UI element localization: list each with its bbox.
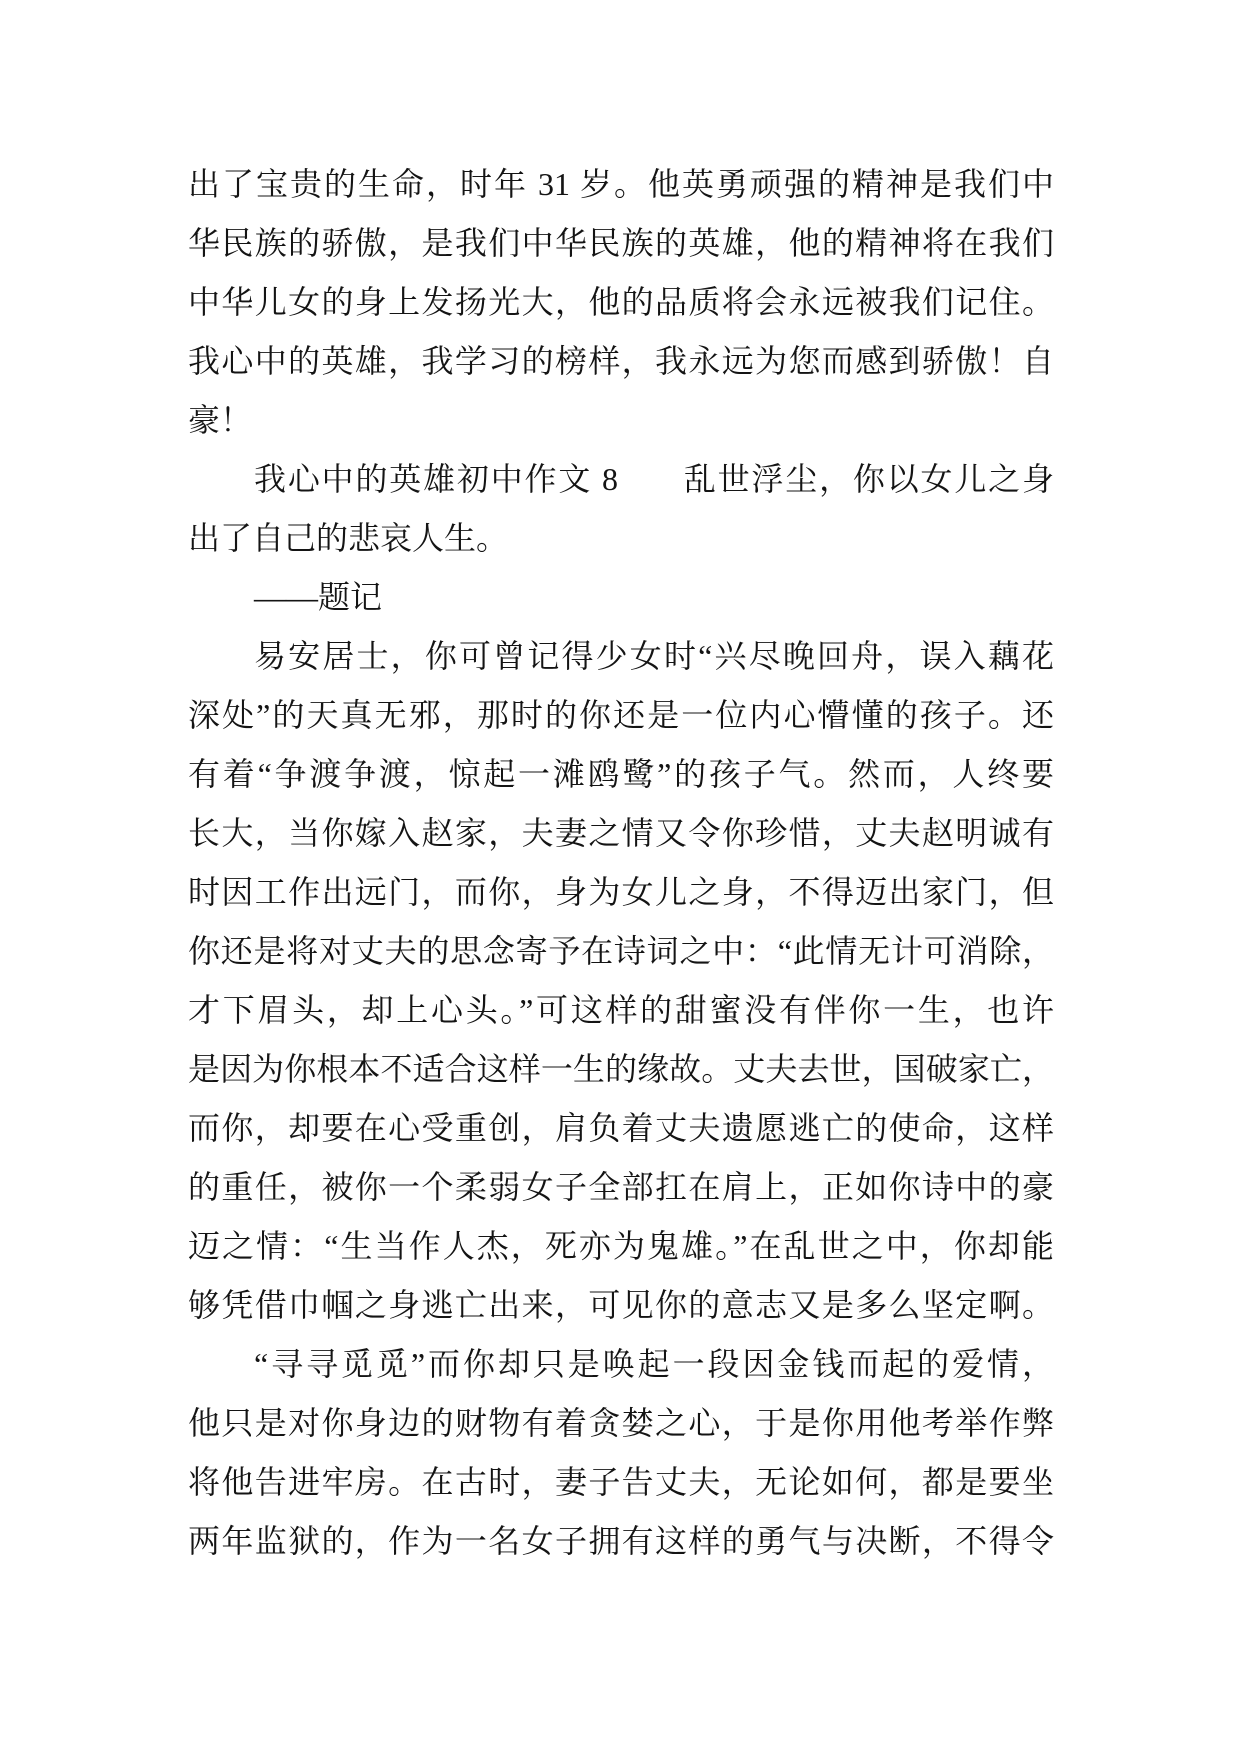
- paragraph: [188, 1335, 1054, 1571]
- text-line: 有着“争渡争渡，惊起一滩鸥鹭”的孩子气。然而，人终要: [188, 756, 1054, 792]
- text-line: 他只是对你身边的财物有着贪婪之心，于是你用他考举作弊: [188, 1405, 1054, 1441]
- text-line: 的重任，被你一个柔弱女子全部扛在肩上，正如你诗中的豪: [188, 1169, 1054, 1205]
- text-line: 豪！: [188, 402, 253, 438]
- text-line: 两年监狱的，作为一名女子拥有这样的勇气与决断，不得令: [188, 1523, 1054, 1559]
- text-line: 而你，却要在心受重创，肩负着丈夫遗愿逃亡的使命，这样: [188, 1110, 1054, 1146]
- epigraph-line: 出了自己的悲哀人生。: [188, 520, 509, 556]
- text-line: 中华儿女的身上发扬光大，他的品质将会永远被我们记住。: [188, 284, 1054, 320]
- text-line: 易安居士，你可曾记得少女时“兴尽晚回舟，误入藕花: [254, 638, 1054, 674]
- text-line: 迈之情：“生当作人杰，死亦为鬼雄。”在乱世之中，你却能: [188, 1228, 1054, 1264]
- essay-title-paragraph: [188, 450, 1054, 568]
- essay-title: 我心中的英雄初中作文 8: [254, 461, 618, 497]
- text-line: 你还是将对丈夫的思念寄予在诗词之中：“此情无计可消除，: [188, 933, 1054, 969]
- text-line: 时因工作出远门，而你，身为女儿之身，不得迈出家门，但: [188, 874, 1054, 910]
- text-line: 够凭借巾帼之身逃亡出来，可见你的意志又是多么坚定啊。: [188, 1287, 1054, 1323]
- epigraph-attribution-paragraph: [188, 568, 1054, 627]
- text-line: 深处”的天真无邪，那时的你还是一位内心懵懂的孩子。还: [188, 697, 1054, 733]
- text-line: 才下眉头，却上心头。”可这样的甜蜜没有伴你一生，也许: [188, 992, 1054, 1028]
- paragraph: [188, 627, 1054, 1335]
- text-line: “寻寻觅觅”而你却只是唤起一段因金钱而起的爱情，: [254, 1346, 1054, 1382]
- text-line: 我心中的英雄，我学习的榜样，我永远为您而感到骄傲！自: [188, 343, 1054, 379]
- text-line: 将他告进牢房。在古时，妻子告丈夫，无论如何，都是要坐: [188, 1464, 1054, 1500]
- epigraph-line: 乱世浮尘，你以女儿之身: [682, 461, 1054, 497]
- document-body: [188, 155, 1054, 1571]
- epigraph-attribution: ——题记: [254, 579, 383, 615]
- text-line: 华民族的骄傲，是我们中华民族的英雄，他的精神将在我们: [188, 225, 1054, 261]
- text-line: 长大，当你嫁入赵家，夫妻之情又令你珍惜，丈夫赵明诚有: [188, 815, 1054, 851]
- essay-title-line: [188, 450, 1054, 509]
- text-line: 是因为你根本不适合这样一生的缘故。丈夫去世，国破家亡，: [188, 1051, 1054, 1087]
- paragraph: [188, 155, 1054, 450]
- text-line: 出了宝贵的生命，时年 31 岁。他英勇顽强的精神是我们中: [188, 166, 1054, 202]
